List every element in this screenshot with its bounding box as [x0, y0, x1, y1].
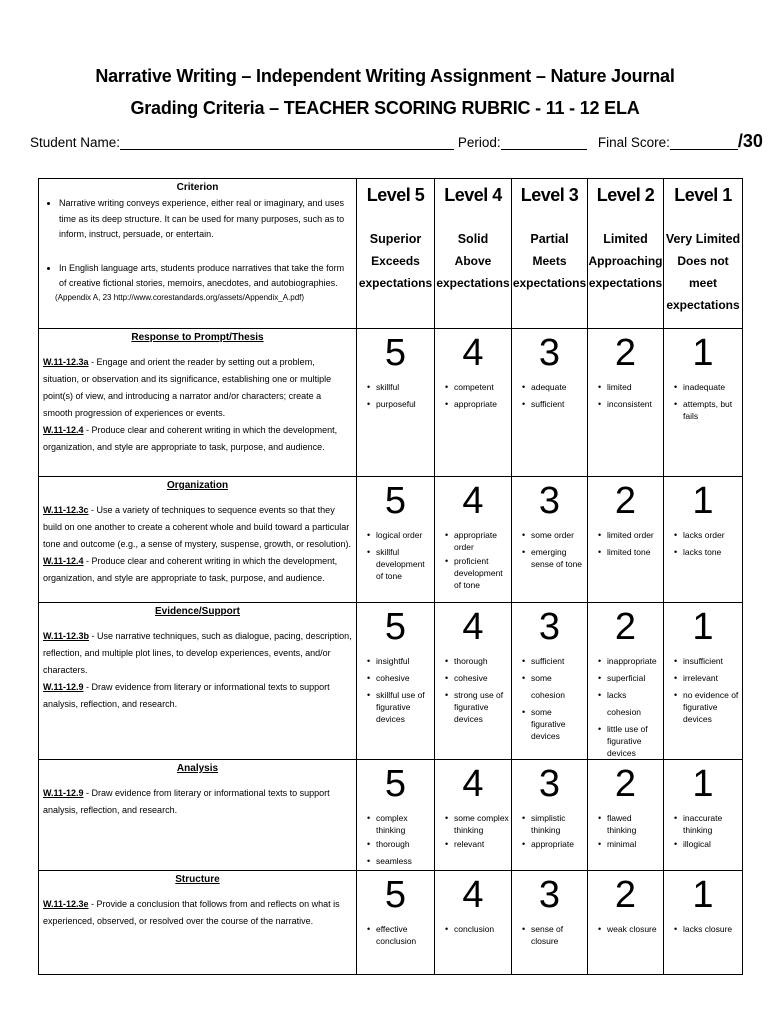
level-name: Level 1	[674, 185, 732, 205]
row-heading: Structure	[175, 874, 220, 885]
level-expectation: Exceeds expectations	[358, 254, 433, 290]
descriptor-item: • some order	[524, 527, 585, 544]
descriptor-item: • skillful development of tone	[369, 544, 432, 582]
score-descriptors	[590, 921, 661, 938]
score-descriptors	[514, 527, 585, 570]
score-number: 4	[462, 606, 484, 648]
criterion-cell	[39, 179, 357, 329]
descriptor-item: • inappropriate	[600, 653, 661, 670]
standard-code: W.11-12.3a	[43, 357, 89, 367]
score-descriptors	[514, 921, 585, 947]
criterion-description	[39, 760, 357, 871]
student-name-label: Student Name:	[30, 135, 121, 150]
final-score-field[interactable]	[670, 135, 738, 150]
descriptor-item: • irrelevant	[676, 670, 740, 687]
score-number: 1	[692, 763, 714, 805]
level-descriptor: Very Limited	[665, 232, 741, 246]
score-descriptors	[514, 810, 585, 853]
standard-text	[43, 785, 352, 819]
descriptor-item: • cohesive	[447, 670, 509, 687]
document-subtitle: Grading Criteria – TEACHER SCORING RUBRIC - 11 - 12 ELA	[130, 98, 640, 118]
student-info-line	[30, 131, 763, 152]
standard-description: - Draw evidence from literary or informational texts to support analysis, reflection, and research.	[43, 682, 330, 709]
level-expectation: Does not meet expectations	[666, 254, 740, 312]
score-number: 4	[462, 480, 484, 522]
score-total: /30	[737, 131, 763, 151]
row-heading: Organization	[166, 480, 229, 491]
standard-description: - Produce clear and coherent writing in which the development, organization, and style are appropriate to task, purpose, and audience.	[43, 556, 338, 583]
appendix-citation: (Appendix A, 23 http://www.corestandards.org/assets/Appendix_A.pdf)	[55, 292, 305, 302]
criterion-description	[39, 477, 357, 603]
rubric-row	[39, 603, 743, 760]
score-descriptors	[590, 379, 661, 413]
score-descriptors	[359, 921, 432, 947]
level-header-4	[435, 179, 512, 329]
descriptor-item: • sufficient	[524, 653, 585, 670]
score-descriptors	[590, 653, 661, 759]
rubric-row	[39, 329, 743, 477]
student-name-field[interactable]	[120, 135, 454, 150]
score-number: 2	[614, 763, 637, 805]
period-field[interactable]	[501, 135, 587, 150]
descriptor-item: • effective conclusion	[369, 921, 432, 947]
rubric-row	[39, 477, 743, 603]
descriptor-item: • sense of closure	[524, 921, 585, 947]
level-descriptor: Limited	[603, 232, 648, 246]
standard-text	[43, 354, 352, 422]
descriptor-item: • lacks cohesion	[600, 687, 661, 721]
score-number: 2	[614, 874, 637, 916]
descriptor-item: • no evidence of figurative devices	[676, 687, 740, 725]
descriptor-item: • relevant	[447, 836, 509, 853]
descriptor-item: • complex thinking	[369, 810, 432, 836]
criterion-description	[39, 603, 357, 760]
descriptor-item: • appropriate	[524, 836, 585, 853]
standard-description: - Provide a conclusion that follows from and reflects on what is experienced, observed, or resolved over the course of the narrative.	[43, 899, 340, 926]
descriptor-item: • superficial	[600, 670, 661, 687]
score-descriptors	[666, 379, 740, 422]
level-header-1	[664, 179, 743, 329]
standard-description: - Use a variety of techniques to sequence events so that they build on one another to create a coherent whole and build toward a particular tone and outcome (e.g., a sense of mystery, suspense, growth, or resolution).	[43, 505, 351, 549]
score-descriptors	[514, 379, 585, 413]
descriptor-item: • appropriate	[447, 396, 509, 413]
descriptor-item: • limited tone	[600, 544, 661, 561]
score-descriptors	[359, 653, 432, 725]
score-number: 1	[692, 332, 714, 374]
score-number: 5	[384, 874, 407, 916]
score-number: 1	[692, 606, 714, 648]
level-expectation: Above expectations	[436, 254, 510, 290]
descriptor-item: • competent	[447, 379, 509, 396]
score-cell	[664, 603, 743, 760]
rubric-row	[39, 871, 743, 975]
score-cell	[588, 871, 664, 975]
score-cell	[357, 603, 435, 760]
descriptor-item: • some figurative devices	[524, 704, 585, 742]
descriptor-item: • weak closure	[600, 921, 661, 938]
descriptor-item: • lacks closure	[676, 921, 740, 938]
standard-code: W.11-12.9	[43, 788, 84, 798]
score-number: 3	[538, 763, 561, 805]
standard-description: - Produce clear and coherent writing in which the development, organization, and style are appropriate to task, purpose, and audience.	[43, 425, 338, 452]
score-number: 5	[384, 606, 407, 648]
descriptor-item: • inconsistent	[600, 396, 661, 413]
score-cell	[435, 477, 512, 603]
criterion-bullet: • In English language arts, students produce narratives that take the form of creative fictional stories, memoirs, anecdotes, and autobiographies.	[59, 261, 352, 292]
level-header-3	[512, 179, 588, 329]
score-cell	[435, 760, 512, 871]
final-score-label: Final Score:	[597, 135, 670, 150]
score-number: 2	[614, 606, 637, 648]
score-number: 1	[692, 874, 714, 916]
criterion-heading: Criterion	[176, 182, 219, 193]
document-title: Narrative Writing – Independent Writing Assignment – Nature Journal	[95, 66, 675, 86]
standard-code: W.11-12.3b	[43, 631, 90, 641]
score-cell	[664, 871, 743, 975]
score-number: 3	[538, 332, 561, 374]
score-cell	[588, 603, 664, 760]
level-name: Level 3	[520, 185, 579, 205]
period-label: Period:	[457, 135, 501, 150]
descriptor-item: • adequate	[524, 379, 585, 396]
score-cell	[512, 871, 588, 975]
level-name: Level 5	[366, 185, 425, 205]
standard-text	[43, 553, 352, 587]
level-descriptor: Partial	[530, 232, 569, 246]
score-descriptors	[666, 921, 740, 938]
descriptor-item: • illogical	[676, 836, 740, 853]
descriptor-item: • thorough	[447, 653, 509, 670]
score-descriptors	[590, 810, 661, 853]
score-descriptors	[359, 379, 432, 413]
descriptor-item: • limited	[600, 379, 661, 396]
score-cell	[664, 329, 743, 477]
score-number: 3	[538, 480, 561, 522]
score-cell	[435, 603, 512, 760]
descriptor-item: • seamless	[369, 853, 432, 870]
descriptor-item: • attempts, but fails	[676, 396, 740, 422]
descriptor-item: • inadequate	[676, 379, 740, 396]
score-number: 5	[384, 332, 407, 374]
score-descriptors	[666, 810, 740, 853]
descriptor-item: • lacks order	[676, 527, 740, 544]
score-descriptors	[437, 810, 509, 853]
standard-text	[43, 502, 352, 553]
score-descriptors	[514, 653, 585, 742]
score-cell	[357, 871, 435, 975]
score-descriptors	[437, 379, 509, 413]
score-number: 2	[614, 332, 637, 374]
score-number: 4	[462, 763, 484, 805]
descriptor-item: • emerging sense of tone	[524, 544, 585, 570]
score-cell	[664, 760, 743, 871]
level-name: Level 2	[596, 185, 655, 205]
row-heading: Response to Prompt/Thesis	[131, 332, 264, 343]
score-cell	[435, 329, 512, 477]
score-cell	[588, 477, 664, 603]
standard-description: - Use narrative techniques, such as dialogue, pacing, description, reflection, and multiple plot lines, to develop experiences, events, and/or characters.	[43, 631, 352, 675]
level-descriptor: Superior	[369, 232, 422, 246]
descriptor-item: • some cohesion	[524, 670, 585, 704]
standard-description: - Draw evidence from literary or informational texts to support analysis, reflection, and research.	[43, 788, 330, 815]
score-descriptors	[437, 653, 509, 725]
standard-code: W.11-12.4	[43, 556, 84, 566]
standard-text	[43, 896, 352, 930]
descriptor-item: • conclusion	[447, 921, 509, 938]
score-descriptors	[437, 527, 509, 591]
score-number: 1	[692, 480, 714, 522]
descriptor-item: • thorough	[369, 836, 432, 853]
score-cell	[357, 329, 435, 477]
header-row	[39, 179, 743, 329]
descriptor-item: • inaccurate thinking	[676, 810, 740, 836]
criterion-bullet: • Narrative writing conveys experience, either real or imaginary, and uses time as its deep structure. It can be used for many purposes, such as to inform, instruct, persuade, or entertain.	[59, 196, 352, 243]
standard-code: W.11-12.4	[43, 425, 84, 435]
score-cell	[512, 760, 588, 871]
score-descriptors	[359, 527, 432, 582]
descriptor-item: • strong use of figurative devices	[447, 687, 509, 725]
standard-text	[43, 422, 352, 456]
standard-description: - Engage and orient the reader by setting out a problem, situation, or observation and its significance, establishing one or multiple point(s) of view, and introducing a narrator and/or characters; create a smooth progression of experiences or events.	[43, 357, 332, 418]
score-descriptors	[359, 810, 432, 870]
descriptor-item: • limited order	[600, 527, 661, 544]
score-descriptors	[437, 921, 509, 938]
score-cell	[588, 760, 664, 871]
descriptor-item: • minimal	[600, 836, 661, 853]
descriptor-item: • logical order	[369, 527, 432, 544]
criterion-bullets	[43, 196, 352, 292]
descriptor-item: • appropriate order	[447, 527, 509, 553]
rubric-row	[39, 760, 743, 871]
descriptor-item: • little use of figurative devices	[600, 721, 661, 759]
descriptor-item: • insightful	[369, 653, 432, 670]
score-cell	[512, 603, 588, 760]
row-heading: Evidence/Support	[154, 606, 240, 617]
score-descriptors	[590, 527, 661, 561]
descriptor-item: • insufficient	[676, 653, 740, 670]
score-number: 3	[538, 606, 561, 648]
level-header-2	[588, 179, 664, 329]
score-cell	[512, 477, 588, 603]
criterion-description	[39, 871, 357, 975]
rubric-table	[38, 178, 743, 975]
score-number: 3	[538, 874, 561, 916]
score-cell	[664, 477, 743, 603]
score-cell	[512, 329, 588, 477]
descriptor-item: • proficient development of tone	[447, 553, 509, 591]
descriptor-item: • cohesive	[369, 670, 432, 687]
descriptor-item: • flawed thinking	[600, 810, 661, 836]
level-name: Level 4	[444, 185, 502, 205]
level-header-5	[357, 179, 435, 329]
criterion-description	[39, 329, 357, 477]
score-number: 4	[462, 874, 484, 916]
standard-text	[43, 679, 352, 713]
score-cell	[357, 760, 435, 871]
score-cell	[588, 329, 664, 477]
score-descriptors	[666, 527, 740, 561]
descriptor-item: • simplistic thinking	[524, 810, 585, 836]
score-number: 2	[614, 480, 637, 522]
level-expectation: Approaching expectations	[588, 254, 663, 290]
score-number: 4	[462, 332, 484, 374]
score-descriptors	[666, 653, 740, 725]
score-number: 5	[384, 480, 407, 522]
score-cell	[357, 477, 435, 603]
row-heading: Analysis	[176, 763, 219, 774]
standard-code: W.11-12.3e	[43, 899, 89, 909]
descriptor-item: • skillful	[369, 379, 432, 396]
level-descriptor: Solid	[457, 232, 489, 246]
standard-code: W.11-12.3c	[43, 505, 89, 515]
score-cell	[435, 871, 512, 975]
standard-code: W.11-12.9	[43, 682, 84, 692]
descriptor-item: • lacks tone	[676, 544, 740, 561]
score-number: 5	[384, 763, 407, 805]
standard-text	[43, 628, 352, 679]
descriptor-item: • sufficient	[524, 396, 585, 413]
level-expectation: Meets expectations	[512, 254, 587, 290]
descriptor-item: • skillful use of figurative devices	[369, 687, 432, 725]
descriptor-item: • some complex thinking	[447, 810, 509, 836]
descriptor-item: • purposeful	[369, 396, 432, 413]
